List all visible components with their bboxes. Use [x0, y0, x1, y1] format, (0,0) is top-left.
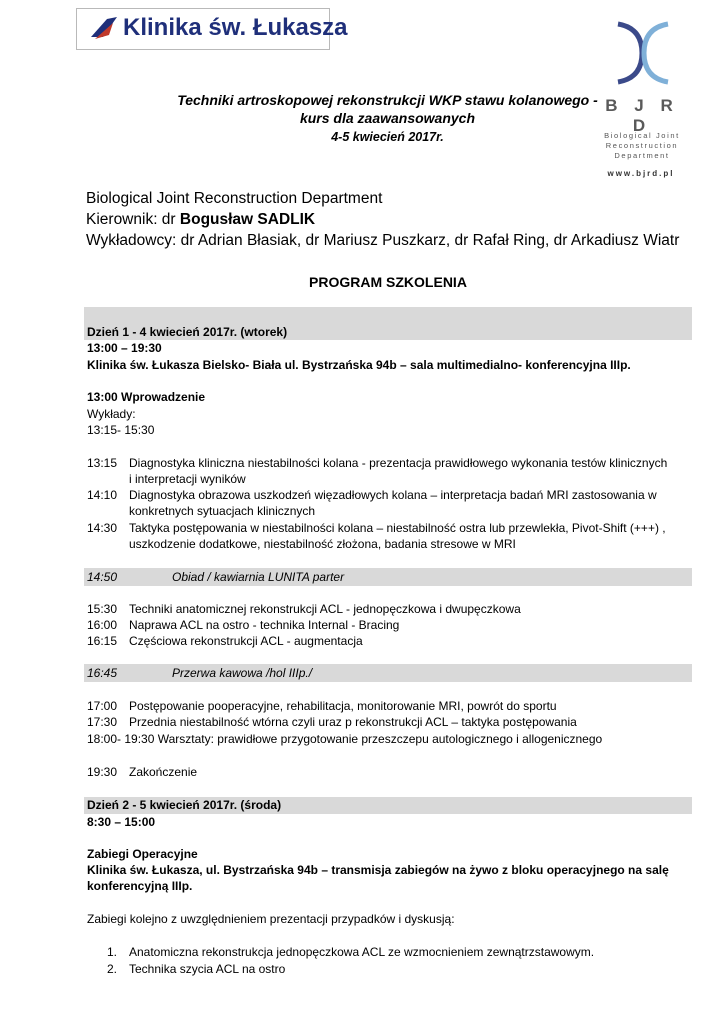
day1-header: Dzień 1 - 4 kwiecień 2017r. (wtorek) — [87, 325, 288, 339]
session-time: 15:30 — [87, 602, 118, 616]
list-item — [107, 961, 285, 977]
session-text: Naprawa ACL na ostro - technika Internal - Bracing — [129, 618, 400, 632]
session-text: Częściowa rekonstrukcji ACL - augmentacja — [129, 634, 363, 648]
course-title-line2: kurs dla zaawansowanych — [299, 110, 476, 126]
closing-label: Zakończenie — [129, 765, 198, 779]
day1-intro: 13:00 Wprowadzenie — [87, 390, 206, 404]
closing-time: 19:30 — [87, 765, 118, 779]
lecture-text: Taktyka postępowania w niestabilności kolana – niestabilność ostra lub przewlekła, Pivot-Shift (+++) , — [129, 521, 666, 535]
day2-header: Dzień 2 - 5 kwiecień 2017r. (środa) — [87, 798, 282, 812]
lectures-label: Wykłady: — [87, 407, 136, 421]
day2-note: Zabiegi kolejno z uwzględnieniem prezentacji przypadków i dyskusją: — [87, 912, 455, 926]
lecture-time: 14:30 — [87, 521, 118, 535]
lecture-text-cont: i interpretacji wyników — [129, 472, 246, 486]
clinic-logo — [76, 8, 348, 50]
list-text: Anatomiczna rekonstrukcja jednopęczkowa ACL ze wzmocnieniem zewnątrzstawowym. — [129, 945, 595, 959]
head-label: Kierownik: dr — [86, 211, 180, 228]
session-item — [87, 698, 557, 714]
session-item — [87, 633, 363, 649]
session-time: 17:00 — [87, 699, 118, 713]
department-name: Biological Joint Reconstruction Department — [86, 190, 383, 207]
list-item — [107, 944, 594, 960]
session-text: Techniki anatomicznej rekonstrukcji ACL - jednopęczkowa i dwupęczkowa — [129, 602, 521, 616]
clinic-logo-mark-icon — [89, 15, 119, 41]
bjrd-letters: B J R D — [605, 96, 679, 135]
session-text: Warsztaty: prawidłowe przygotowanie przeszczepu autologicznego i allogenicznego — [157, 732, 603, 746]
session-item — [87, 714, 577, 730]
lecture-text-cont: konkretnych sytuacjach klinicznych — [129, 504, 316, 518]
session-time: 16:15 — [87, 634, 118, 648]
lecture-text-cont: uszkodzenie dodatkowe, niestabilność złożona, badania stresowe w MRI — [129, 537, 516, 551]
session-text: Postępowanie pooperacyjne, rehabilitacja, monitorowanie MRI, powrót do sportu — [129, 699, 557, 713]
session-time: 17:30 — [87, 715, 118, 729]
lecturers: Wykładowcy: dr Adrian Błasiak, dr Mariusz Puszkarz, dr Rafał Ring, dr Arkadiusz Wiatr — [86, 232, 680, 249]
day2-place-line1: Klinika św. Łukasza, ul. Bystrzańska 94b – transmisja zabiegów na żywo z bloku operacyjnego na salę — [87, 863, 669, 877]
lecture-item — [87, 520, 666, 536]
session-item — [87, 617, 399, 633]
list-number: 1. — [107, 945, 118, 959]
bjrd-subtitle-1: Biological Joint — [604, 131, 680, 140]
session-item — [87, 601, 521, 617]
bjrd-subtitle-3: Department — [614, 151, 670, 160]
lectures-time: 13:15- 15:30 — [87, 423, 155, 437]
lecture-time: 14:10 — [87, 488, 118, 502]
session-text: Przednia niestabilność wtórna czyli uraz p rekonstrukcji ACL – taktyka postępowania — [129, 715, 577, 729]
list-number: 2. — [107, 962, 118, 976]
lecture-text: Diagnostyka kliniczna niestabilności kolana - prezentacja prawidłowego wykonania testów klinicznych — [129, 456, 668, 470]
session-time: 18:00- 19:30 — [87, 732, 155, 746]
day2-section: Zabiegi Operacyjne — [87, 847, 198, 861]
course-date: 4-5 kwiecień 2017r. — [331, 130, 444, 144]
break-label: Przerwa kawowa /hol IIIp./ — [172, 666, 313, 680]
closing-item — [87, 764, 197, 780]
break-time: 16:45 — [87, 666, 118, 680]
lecture-item — [87, 455, 667, 471]
lecture-text: Diagnostyka obrazowa uszkodzeń więzadłowych kolana – interpretacja badań MRI zastosowania w — [129, 488, 657, 502]
day2-place-line2: konferencyjną IIIp. — [87, 879, 193, 893]
program-title: PROGRAM SZKOLENIA — [309, 274, 467, 290]
bjrd-url: www.bjrd.pl — [607, 169, 675, 178]
lecture-item — [87, 487, 657, 503]
bjrd-subtitle-2: Reconstruction — [605, 141, 679, 150]
head-name: Bogusław SADLIK — [179, 211, 316, 228]
lecture-time: 13:15 — [87, 456, 118, 470]
department-head — [86, 211, 315, 229]
list-text: Technika szycia ACL na ostro — [129, 962, 286, 976]
day2-time: 8:30 – 15:00 — [87, 815, 156, 829]
session-time: 16:00 — [87, 618, 118, 632]
day1-place: Klinika św. Łukasza Bielsko- Biała ul. Bystrzańska 94b – sala multimedialno- konferencyjna IIIp. — [87, 358, 631, 372]
clinic-logo-text: Klinika św. Łukasza — [123, 14, 348, 41]
day1-time: 13:00 – 19:30 — [87, 341, 162, 355]
lunch-label: Obiad / kawiarnia LUNITA parter — [172, 570, 345, 584]
course-title-line1: Techniki artroskopowej rekonstrukcji WKP stawu kolanowego - — [177, 92, 598, 108]
lunch-time: 14:50 — [87, 570, 118, 584]
bjrd-logo-icon — [612, 20, 674, 86]
session-item — [87, 731, 602, 747]
